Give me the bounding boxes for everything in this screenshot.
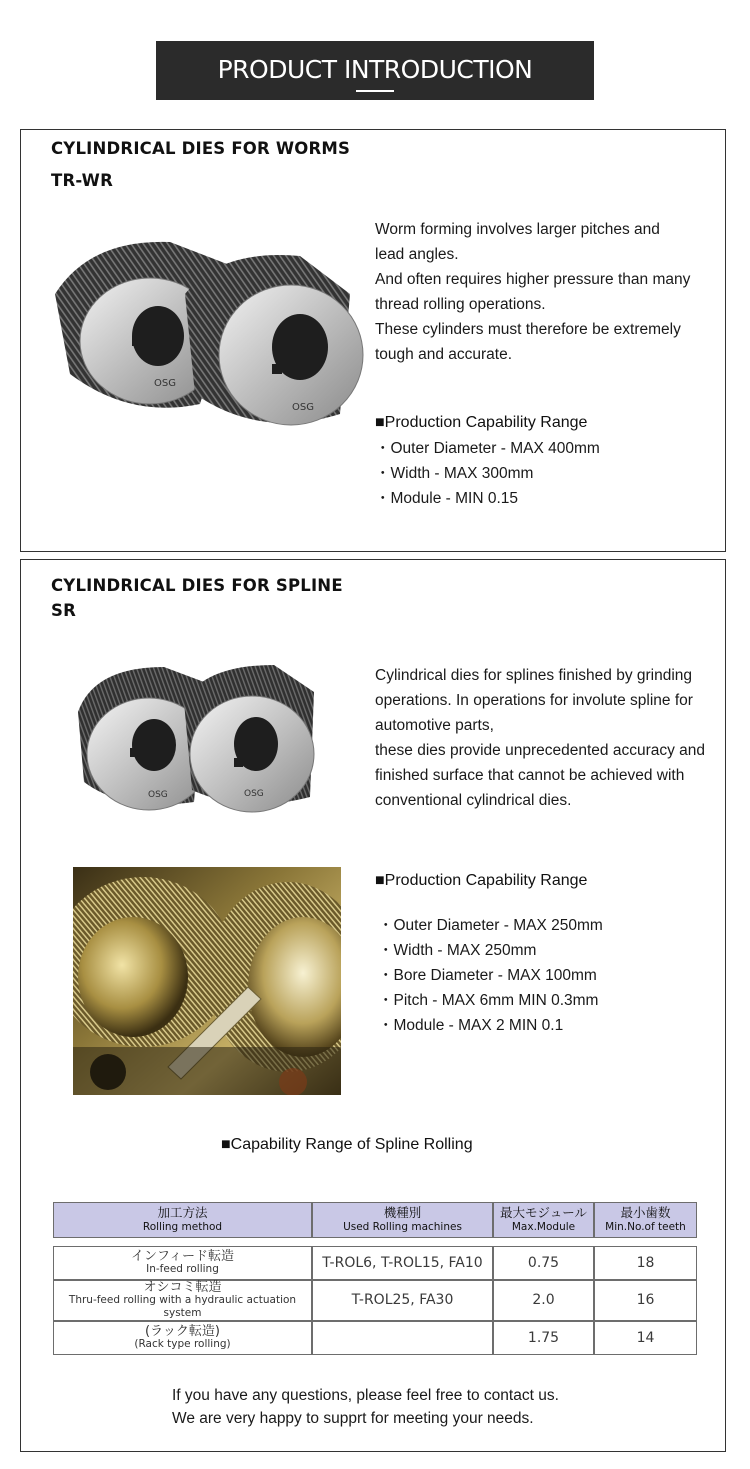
spline-spec-list [378,913,603,1038]
contact-message [172,1384,559,1430]
spline-desc-line: Cylindrical dies for splines finished by grinding [375,667,693,684]
worms-spec-item: ・Outer Diameter - MAX 400mm [375,440,600,457]
worms-description [375,217,690,367]
spline-description [375,663,705,813]
table-row [53,1246,697,1280]
table-row [53,1280,697,1321]
spline-spec-item: ・Outer Diameter - MAX 250mm [378,917,603,934]
spline-spec-item: ・Module - MAX 2 MIN 0.1 [378,1017,564,1034]
worms-desc-line: And often requires higher pressure than many [375,271,691,288]
worms-spec-item: ・Width - MAX 300mm [375,465,534,482]
cell-min-teeth: 14 [594,1321,697,1355]
spline-desc-line: automotive parts, [375,717,494,734]
header-machines: 機種別 Used Rolling machines [312,1202,493,1238]
spline-left-mark: OSG [148,790,168,800]
spline-desc-line: finished surface that cannot be achieved with [375,767,685,784]
worms-spec-item: ・Module - MIN 0.15 [375,490,518,507]
spline-title: CYLINDRICAL DIES FOR SPLINE [51,576,343,595]
worms-title: CYLINDRICAL DIES FOR WORMS [51,139,351,158]
cell-machines: T-ROL25, FA30 [312,1280,493,1321]
cell-method: インフィード転造 In-feed rolling [53,1246,312,1280]
header-max-module: 最大モジュール Max.Module [493,1202,594,1238]
spline-desc-line: these dies provide unprecedented accuracy and [375,742,706,759]
spline-code: SR [51,601,76,620]
worms-desc-line: lead angles. [375,246,459,263]
cell-max-module: 0.75 [493,1246,594,1280]
contact-line: If you have any questions, please feel free to contact us. [172,1387,559,1404]
cell-max-module: 2.0 [493,1280,594,1321]
header-min-teeth: 最小歯数 Min.No.of teeth [594,1202,697,1238]
cell-min-teeth: 18 [594,1246,697,1280]
worms-code: TR-WR [51,171,113,190]
capability-table-title: ■Capability Range of Spline Rolling [221,1136,473,1153]
spline-spec-item: ・Width - MAX 250mm [378,942,537,959]
cell-max-module: 1.75 [493,1321,594,1355]
spline-dies-image [74,662,316,814]
cell-min-teeth: 16 [594,1280,697,1321]
worm-left-mark: OSG [154,378,176,389]
table-header-row [53,1202,697,1238]
header-rolling-method: 加工方法 Rolling method [53,1202,312,1238]
worms-capability-heading: ■Production Capability Range [375,414,588,431]
spline-spec-item: ・Bore Diameter - MAX 100mm [378,967,597,984]
spline-desc-line: operations. In operations for involute spline for [375,692,693,709]
contact-line: We are very happy to supprt for meeting your needs. [172,1410,534,1427]
worm-right-mark: OSG [292,402,314,413]
cell-machines [312,1321,493,1355]
spline-capability-heading: ■Production Capability Range [375,872,588,889]
spline-desc-line: conventional cylindrical dies. [375,792,572,809]
capability-table [53,1202,697,1355]
cell-method: オシコミ転造 Thru-feed rolling with a hydraulic actuation system [53,1280,312,1321]
spline-rolling-machine-photo [73,867,341,1095]
spline-spec-item: ・Pitch - MAX 6mm MIN 0.3mm [378,992,599,1009]
worms-desc-line: thread rolling operations. [375,296,546,313]
banner-underline [356,90,394,92]
worms-desc-line: tough and accurate. [375,346,513,363]
worms-spec-list [375,436,600,511]
banner-title: PRODUCT INTRODUCTION [217,55,533,84]
cell-machines: T-ROL6, T-ROL15, FA10 [312,1246,493,1280]
worm-dies-image [50,234,365,434]
worms-desc-line: Worm forming involves larger pitches and [375,221,660,238]
worms-desc-line: These cylinders must therefore be extremely [375,321,681,338]
cell-method: (ラック転造) (Rack type rolling) [53,1321,312,1355]
table-row [53,1321,697,1355]
spline-right-mark: OSG [244,789,264,799]
